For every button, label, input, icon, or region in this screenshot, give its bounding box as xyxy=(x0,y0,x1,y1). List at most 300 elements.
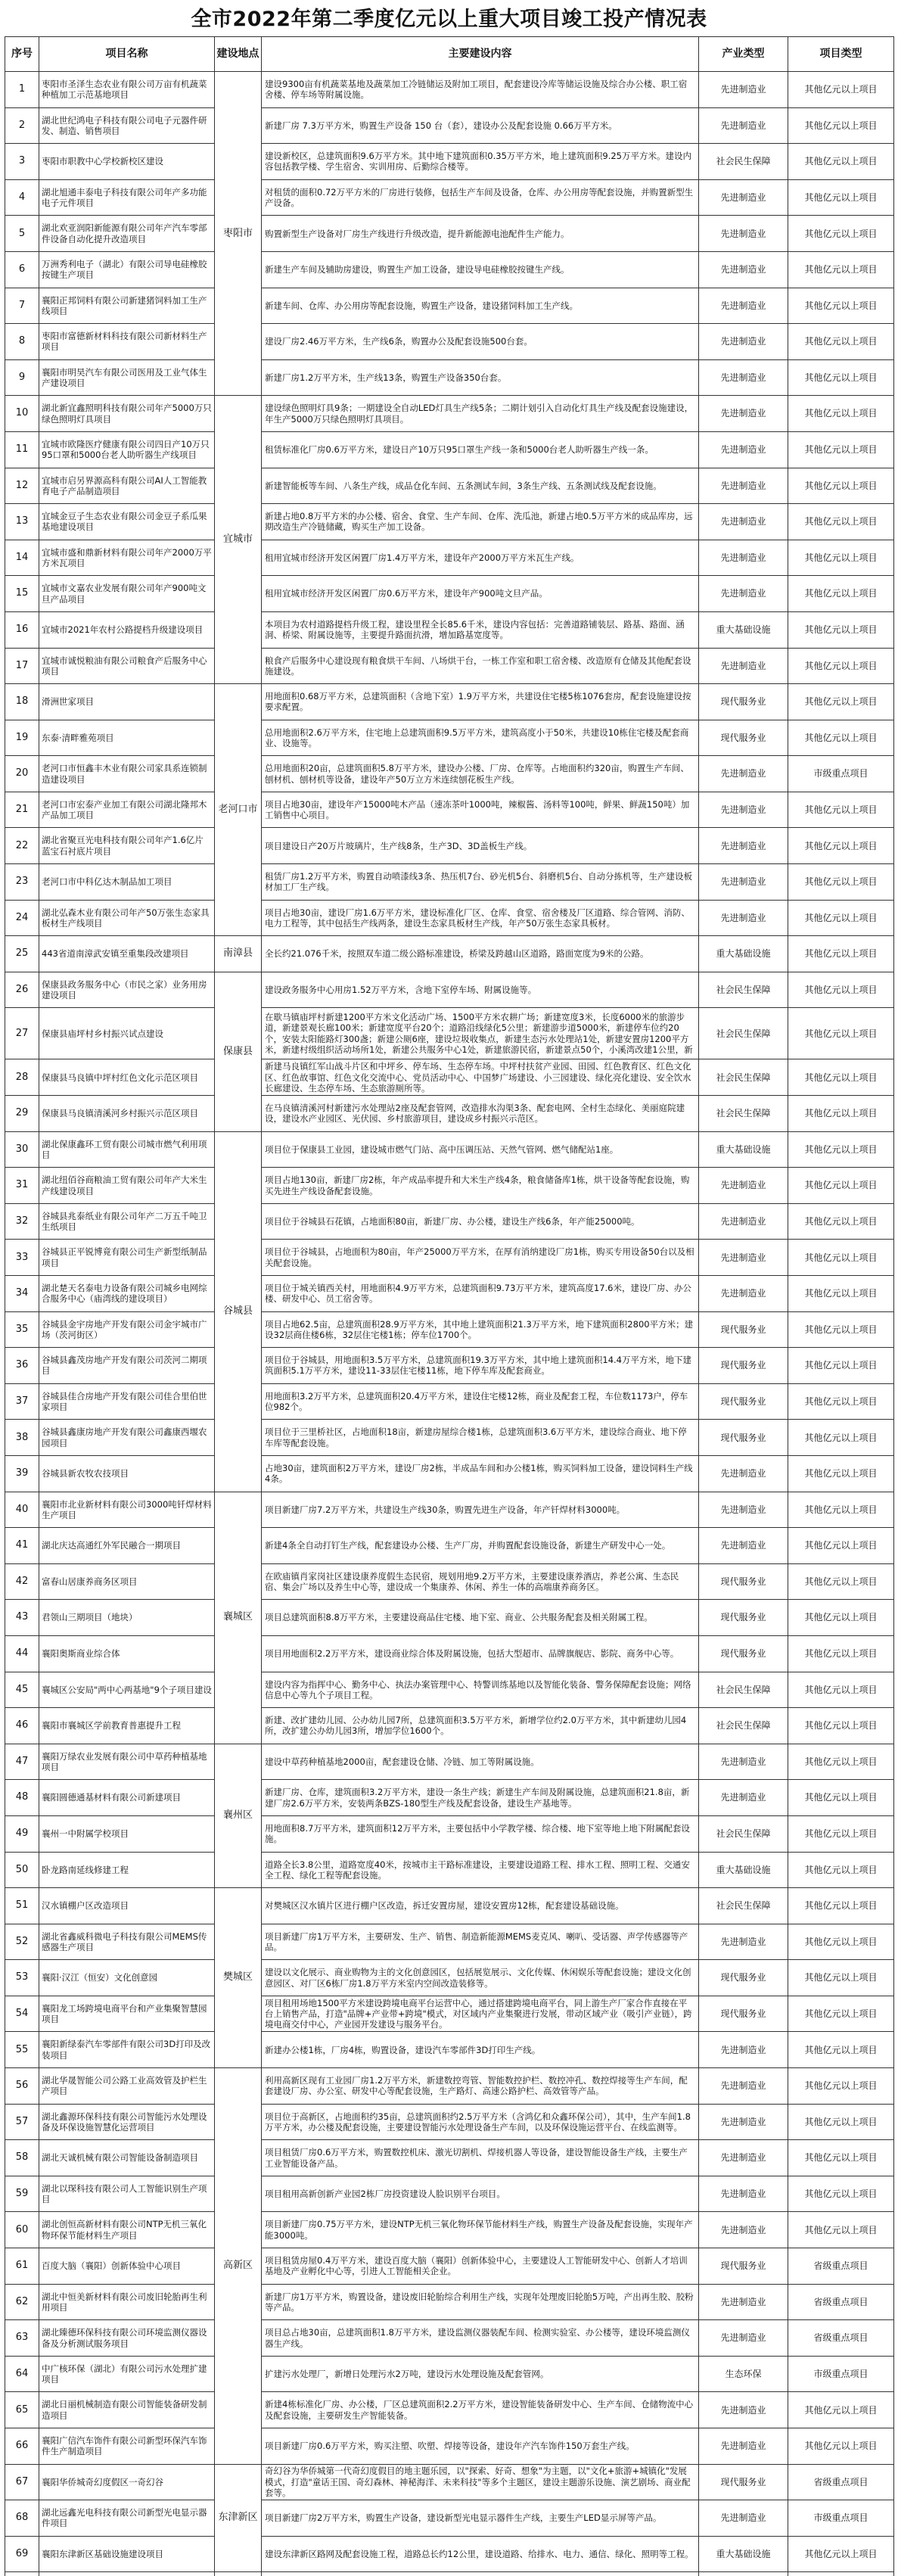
project-name xyxy=(39,2104,215,2140)
table-row xyxy=(5,756,894,792)
project-name xyxy=(39,900,215,936)
main-content-text: 建设政务服务中心用房1.52万平方米，含地下室停车场、附属设施等。 xyxy=(265,984,537,995)
project-name xyxy=(39,1240,215,1276)
project-name-text: 襄城区公安局"两中心两基地"9个子项目建设 xyxy=(42,1684,212,1695)
main-content xyxy=(262,179,699,216)
project-name xyxy=(39,1600,215,1636)
main-content xyxy=(262,1383,699,1420)
project-type: 其他亿元以上项目 xyxy=(788,1348,894,1384)
table-row xyxy=(5,2536,894,2572)
project-name-text: 襄阳华侨城奇幻度假区一奇幻谷 xyxy=(42,2476,163,2487)
industry-type: 社会民生保障 xyxy=(699,1096,788,1132)
build-location: 襄州区 xyxy=(215,1744,262,1887)
project-name xyxy=(39,2212,215,2248)
project-name-text: 东泰·清畔雅苑项目 xyxy=(42,732,114,743)
project-name xyxy=(39,1203,215,1240)
table-row xyxy=(5,1852,894,1888)
table-row xyxy=(5,72,894,108)
main-content-text: 项目新建厂房2万平方米，购置生产设备，建设新型光电显示器件生产线，主要生产LED显示屏等产品。 xyxy=(265,2512,662,2524)
main-content-text: 总用地面积2.6万平方米，住宅地上总建筑面积9.5万平方米，建筑高度小于50米，共建设10栋住宅楼及配套商业、设施等。 xyxy=(265,726,689,748)
project-name-text: 谷城县金宇房地产开发有限公司金宇城市广场（茨河街区） xyxy=(42,1318,207,1340)
project-name-text: 宜城市启另界源高科有限公司AI人工智能教育电子产品制造项目 xyxy=(42,474,207,496)
project-name-text: 襄阳圆德通基材料有限公司新建项目 xyxy=(42,1792,181,1803)
industry-type: 先进制造业 xyxy=(699,288,788,324)
build-location: 高新区 xyxy=(215,2068,262,2465)
project-name-text: 宜城市2021年农村公路提档升级建设项目 xyxy=(42,624,204,636)
industry-type: 现代服务业 xyxy=(699,720,788,756)
project-name xyxy=(39,648,215,684)
main-content xyxy=(262,107,699,144)
project-type: 其他亿元以上项目 xyxy=(788,2032,894,2068)
project-name-text: 湖北旭通丰泰电子科技有限公司年产多功能电子元件项目 xyxy=(42,186,207,209)
project-name-text: 湖北庆达高通红外军民融合一期项目 xyxy=(42,1540,181,1551)
project-name-text: 湖北弘森木业有限公司年产50万张生态家具板材生产线项目 xyxy=(42,907,210,929)
main-content-text: 建设内容为指挥中心、勤务中心、执法办案管理中心、特警训练基地以及智能化装备、警务保障配套设施；网络信息中心等九个子项目工程。 xyxy=(265,1678,691,1700)
project-name-text: 万洲秀利电子（湖北）有限公司导电硅橡胶按键生产项目 xyxy=(42,258,207,281)
project-type: 其他亿元以上项目 xyxy=(788,900,894,936)
main-content xyxy=(262,359,699,396)
main-content xyxy=(262,1744,699,1780)
main-content-text: 项目总占地30亩，总建筑面积1.8万平方米，建设监测仪器装配车间、检测实验室、办公楼等，建设环境监测仪器生产线。 xyxy=(265,2327,690,2349)
row-number: 41 xyxy=(5,1528,39,1564)
table-row xyxy=(5,1455,894,1492)
industry-type: 先进制造业 xyxy=(699,2104,788,2140)
table-row xyxy=(5,1996,894,2032)
table-row xyxy=(5,1240,894,1276)
table-row xyxy=(5,720,894,756)
industry-type: 社会民生保障 xyxy=(699,1708,788,1744)
header-project-type: 项目类型 xyxy=(788,37,894,72)
row-number: 43 xyxy=(5,1600,39,1636)
main-content xyxy=(262,1672,699,1708)
industry-type: 先进制造业 xyxy=(699,359,788,396)
industry-type: 现代服务业 xyxy=(699,1635,788,1672)
table-row xyxy=(5,1131,894,1168)
project-type: 其他亿元以上项目 xyxy=(788,2068,894,2105)
project-name-text: 百度大脑（襄阳）创新体验中心项目 xyxy=(42,2260,181,2272)
project-type: 市级重点项目 xyxy=(788,756,894,792)
row-number: 5 xyxy=(5,216,39,252)
project-name xyxy=(39,1744,215,1780)
industry-type: 先进制造业 xyxy=(699,2500,788,2537)
table-row xyxy=(5,1960,894,1996)
main-content-text: 租赁标准化厂房0.6万平方米，建设日产10万只95口罩生产线一条和5000台老人助听器生产线一条。 xyxy=(265,444,654,456)
build-location: 枣阳市 xyxy=(215,72,262,396)
industry-type: 先进制造业 xyxy=(699,576,788,612)
table-row xyxy=(5,216,894,252)
main-content-text: 用地面积0.68万平方米，总建筑面积（含地下室）1.9万平方米，共建设住宅楼5栋1076套房，配套设施建设按要求配置。 xyxy=(265,691,691,713)
project-name xyxy=(39,1168,215,1204)
industry-type: 先进制造业 xyxy=(699,504,788,540)
main-content xyxy=(262,2176,699,2212)
table-row xyxy=(5,1672,894,1708)
project-name xyxy=(39,1383,215,1420)
main-content-text: 项目租赁厂房0.6万平方米，购置数控机床、激光切割机、焊接机器人等设备，建设智能设备生产线，主要生产工业智能设备产品。 xyxy=(265,2147,688,2169)
project-name-text: 襄阳龙工场跨境电商平台和产业集聚智慧园项目 xyxy=(42,2002,207,2025)
project-type: 其他亿元以上项目 xyxy=(788,684,894,720)
project-name xyxy=(39,2032,215,2068)
table-row xyxy=(5,2032,894,2068)
table-row xyxy=(5,107,894,144)
industry-type: 先进制造业 xyxy=(699,2140,788,2176)
table-row xyxy=(5,1600,894,1636)
industry-type: 先进制造业 xyxy=(699,107,788,144)
row-number: 66 xyxy=(5,2428,39,2465)
table-row xyxy=(5,1383,894,1420)
header-no: 序号 xyxy=(5,37,39,72)
main-content xyxy=(262,468,699,504)
project-name-text: 湖北保康鑫环工贸有限公司城市燃气利用项目 xyxy=(42,1138,207,1160)
project-type: 其他亿元以上项目 xyxy=(788,792,894,828)
main-content xyxy=(262,251,699,288)
industry-type: 先进制造业 xyxy=(699,324,788,360)
table-row xyxy=(5,396,894,432)
main-content xyxy=(262,864,699,901)
project-name-text: 滑洲世家项目 xyxy=(42,696,94,708)
projects-table xyxy=(5,36,894,2576)
main-content xyxy=(262,828,699,864)
project-name xyxy=(39,1852,215,1888)
project-name-text: 枣阳市职教中心学校新校区建设 xyxy=(42,156,163,167)
project-type: 其他亿元以上项目 xyxy=(788,972,894,1008)
industry-type: 现代服务业 xyxy=(699,1383,788,1420)
table-row xyxy=(5,1635,894,1672)
project-name xyxy=(39,2140,215,2176)
main-content xyxy=(262,1635,699,1672)
main-content-text: 对租赁的面积0.72万平方米的厂房进行装修，包括生产车间及设备，仓库、办公用房等配套设施，并购置新型生产设备。 xyxy=(265,186,694,209)
row-number: 24 xyxy=(5,900,39,936)
table-row xyxy=(5,504,894,540)
project-type: 其他亿元以上项目 xyxy=(788,1203,894,1240)
main-content-text: 用地面积8.7万平方米，建筑面积12万平方米，主要包括中小学教学楼、综合楼、地下室等地上地下附属配套设施。 xyxy=(265,1822,690,1845)
main-content-text: 利用高新区现有工业园厂房1.2万平方米，新建数控弯管、智能数控护栏、数控冲孔、数控焊接等生产车间，配套建设厂房、办公室、研发中心等配套设施，生产路灯、高速公路护栏、高效管等产品。 xyxy=(265,2075,688,2097)
main-content-text: 粮食产后服务中心建设现有粮食烘干车间、八场烘干台，一栋工作室和职工宿舍楼、改造原有仓储及其他配套设施建设。 xyxy=(265,655,691,677)
table-row xyxy=(5,468,894,504)
main-content-text: 建设新校区，总建筑面积9.6万平方米。其中地下建筑面积0.35万平方米，地上建筑面积9.25万平方米。建设内容包括教学楼、学生宿舍、实训用房、后勤综合楼等。 xyxy=(265,151,691,173)
project-type: 其他亿元以上项目 xyxy=(788,648,894,684)
row-number: 54 xyxy=(5,1996,39,2032)
main-content xyxy=(262,2356,699,2392)
row-number: 2 xyxy=(5,107,39,144)
row-number: 10 xyxy=(5,396,39,432)
main-content-text: 新建马良镇红军山战斗片区和中坪乡、停车场、生态停车场。中坪村扶贫产业园、田园、红色教育区、红色文化区、红色故事馆、红色文化交流中心、党员活动中心、中国梦广场建设、小三园建设、绿化亮化建设、安全饮水长廊建设、生态停车场、生态旅游厕所等。 xyxy=(265,1061,691,1094)
project-type: 其他亿元以上项目 xyxy=(788,1528,894,1564)
row-number: 22 xyxy=(5,828,39,864)
table-row xyxy=(5,2500,894,2537)
row-number: 30 xyxy=(5,1131,39,1168)
project-type: 其他亿元以上项目 xyxy=(788,1383,894,1420)
project-name-text: 湖北天诚机械有限公司智能设备制造项目 xyxy=(42,2152,198,2164)
row-number: 47 xyxy=(5,1744,39,1780)
main-content xyxy=(262,972,699,1008)
main-content-text: 租用宜城市经济开发区闲置厂房1.4万平方米，建设年产2000万平方米瓦生产线。 xyxy=(265,552,580,563)
project-name xyxy=(39,720,215,756)
project-type: 其他亿元以上项目 xyxy=(788,1960,894,1996)
main-content xyxy=(262,1780,699,1816)
project-type: 其他亿元以上项目 xyxy=(788,1635,894,1672)
industry-type: 先进制造业 xyxy=(699,792,788,828)
table-row xyxy=(5,359,894,396)
project-name xyxy=(39,1059,215,1096)
main-content xyxy=(262,504,699,540)
project-type: 其他亿元以上项目 xyxy=(788,936,894,972)
table-row xyxy=(5,179,894,216)
main-content xyxy=(262,2248,699,2285)
industry-type: 重大基础设施 xyxy=(699,2536,788,2572)
main-content-text: 新建厂房1万平方米，购置设备，建设废旧轮胎综合利用生产线，实现年处理废旧轮胎5万吨，产出再生胶、胶粉等产品。 xyxy=(265,2291,694,2313)
main-content-text: 新建厂房、仓库，建筑面积3.2万平方米，建设一条生产线；新建生产车间及附属设施，总建筑面积21.8亩，新建厂房2.6万平方米，安装两条BZS-180型生产线及配套设备，建设生产基地等。 xyxy=(265,1787,690,1809)
project-name-text: 保康县庙坪村乡村振兴试点建设 xyxy=(42,1028,163,1039)
project-name-text: 湖北楚天名泰电力设备有限公司城乡电网综合服务中心（庙湾线的建设项目） xyxy=(42,1283,207,1305)
build-location: 樊城区 xyxy=(215,1888,262,2068)
row-number: 17 xyxy=(5,648,39,684)
table-row xyxy=(5,1168,894,1204)
industry-type: 社会民生保障 xyxy=(699,1888,788,1924)
industry-type: 先进制造业 xyxy=(699,900,788,936)
main-content xyxy=(262,1708,699,1744)
project-name-text: 枣阳市圣泽生态农业有限公司万亩有机蔬菜种植加工示范基地项目 xyxy=(42,79,207,101)
project-name xyxy=(39,1096,215,1132)
project-name-text: 湖北省鑫威科微电子科技有限公司MEMS传感器生产项目 xyxy=(42,1930,207,1952)
row-number: 7 xyxy=(5,288,39,324)
project-name xyxy=(39,864,215,901)
project-name xyxy=(39,324,215,360)
main-content xyxy=(262,2284,699,2320)
project-name xyxy=(39,1815,215,1852)
main-content-text: 建设厂房2.46万平方米，生产线6条，购置办公及配套设施500台套。 xyxy=(265,336,533,347)
project-name-text: 老河口市中科亿达木制品加工项目 xyxy=(42,876,172,888)
table-row xyxy=(5,900,894,936)
main-content-text: 租赁厂房1.2万平方米，购置自动喷漆线3条、热压机7台、砂光机5台、斜磨机5台、自动分拣机等，生产建设板材加工厂生产线。 xyxy=(265,871,693,893)
project-name-text: 湖北中恒美新材料有限公司废旧轮胎再生利用项目 xyxy=(42,2291,207,2313)
row-number xyxy=(5,2572,39,2576)
industry-type: 先进制造业 xyxy=(699,1492,788,1528)
industry-type: 先进制造业 xyxy=(699,2032,788,2068)
table-row xyxy=(5,1311,894,1348)
row-number: 28 xyxy=(5,1059,39,1096)
project-name-text: 谷城县佳合房地产开发有限公司佳合里伯世家项目 xyxy=(42,1390,207,1413)
table-row xyxy=(5,2212,894,2248)
main-content-text: 项目租用高新创新产业园2栋厂房投资建设人脸识别平台项目。 xyxy=(265,2188,505,2199)
industry-type xyxy=(699,2572,788,2576)
row-number: 6 xyxy=(5,251,39,288)
table-row xyxy=(5,972,894,1008)
industry-type: 先进制造业 xyxy=(699,2320,788,2357)
project-type: 其他亿元以上项目 xyxy=(788,2428,894,2465)
project-name xyxy=(39,2464,215,2500)
table-row xyxy=(5,828,894,864)
row-number: 34 xyxy=(5,1276,39,1312)
row-number: 58 xyxy=(5,2140,39,2176)
project-name-text: 襄阳新绿泰汽车零部件有限公司3D打印及改装项目 xyxy=(42,2039,211,2061)
main-content-text: 新建生产车间及辅助房建设，购置生产加工设备，建设导电硅橡胶按键生产线。 xyxy=(265,264,570,275)
industry-type: 先进制造业 xyxy=(699,72,788,108)
table-row xyxy=(5,611,894,648)
industry-type: 社会民生保障 xyxy=(699,1672,788,1708)
project-type: 其他亿元以上项目 xyxy=(788,324,894,360)
main-content-text: 新建厂房1.2万平方米，生产线13条，购置生产设备350台套。 xyxy=(265,372,507,383)
industry-type: 先进制造业 xyxy=(699,2284,788,2320)
project-name-text: 谷城县新农牧农技项目 xyxy=(42,1468,129,1479)
build-location: 保康县 xyxy=(215,972,262,1131)
project-type: 其他亿元以上项目 xyxy=(788,144,894,180)
main-content xyxy=(262,900,699,936)
industry-type: 生态环保 xyxy=(699,2356,788,2392)
project-name-text: 襄阳市襄城区学前教育普惠提升工程 xyxy=(42,1720,181,1731)
project-type: 其他亿元以上项目 xyxy=(788,359,894,396)
project-name-text: 湖北远鑫光电科技有限公司新型光电显示器件项目 xyxy=(42,2507,207,2529)
industry-type: 社会民生保障 xyxy=(699,1008,788,1059)
main-content xyxy=(262,1008,699,1059)
header-content: 主要建设内容 xyxy=(262,37,699,72)
project-name-text: 襄阳·汉江（恒安）文化创意园 xyxy=(42,1972,158,1983)
row-number: 37 xyxy=(5,1383,39,1420)
main-content xyxy=(262,1420,699,1456)
table-row xyxy=(5,576,894,612)
project-name-text: 襄阳奥斯商业综合体 xyxy=(42,1648,120,1660)
row-number: 40 xyxy=(5,1492,39,1528)
project-type: 其他亿元以上项目 xyxy=(788,179,894,216)
industry-type: 现代服务业 xyxy=(699,1996,788,2032)
project-type: 其他亿元以上项目 xyxy=(788,72,894,108)
industry-type: 先进制造业 xyxy=(699,1168,788,1204)
row-number: 68 xyxy=(5,2500,39,2537)
row-number: 33 xyxy=(5,1240,39,1276)
project-name xyxy=(39,1492,215,1528)
table-row xyxy=(5,1744,894,1780)
project-type: 其他亿元以上项目 xyxy=(788,1059,894,1096)
industry-type: 先进制造业 xyxy=(699,756,788,792)
main-content-text: 本项目为农村道路提档升级工程，建设里程全长85.6千米，建设内容包括：完善道路铺装层、路基、路面、涵洞、桥梁、附属设施等，主要提升路面抗滑，增加路基宽度等。 xyxy=(265,618,685,641)
industry-type: 重大基础设施 xyxy=(699,1131,788,1168)
project-type: 市级重点项目 xyxy=(788,2356,894,2392)
main-content xyxy=(262,720,699,756)
row-number: 59 xyxy=(5,2176,39,2212)
project-name xyxy=(39,1635,215,1672)
main-content xyxy=(262,2068,699,2105)
project-name-text: 老河口市恒鑫丰木业有限公司家具系连锁制造建设项目 xyxy=(42,763,207,785)
project-name xyxy=(39,2356,215,2392)
build-location: 宜城市 xyxy=(215,396,262,684)
main-content-text: 项目位于谷城县，用地面积3.5万平方米，总建筑面积19.3万平方米，其中地上建筑面积14.4万平方米，地下建筑面积5.1万平方米，建设11-33层住宅楼11栋，地下停车库及配套商业。 xyxy=(265,1355,691,1377)
project-type: 其他亿元以上项目 xyxy=(788,864,894,901)
main-content-text: 新建4条全自动打钉生产线，配套建设办公楼、生产厂房，并购置配套设施设备，新建生产研发中心一处。 xyxy=(265,1540,671,1551)
main-content-text: 项目新建厂房1万平方米，主要研发、生产、销售、制造新能源MEMS麦克风、喇叭、受话器、声学传感器等产品。 xyxy=(265,1930,688,1952)
main-content-text: 道路全长3.8公里，道路宽度40米，按城市主干路标准建设，主要建设道路工程、排水工程、照明工程、交通安全工程、绿化工程等配套设施。 xyxy=(265,1859,690,1881)
project-name-text: 卧龙路南延线修建工程 xyxy=(42,1864,129,1875)
industry-type: 先进制造业 xyxy=(699,431,788,468)
project-name xyxy=(39,1455,215,1492)
project-name xyxy=(39,540,215,576)
row-number: 60 xyxy=(5,2212,39,2248)
industry-type: 先进制造业 xyxy=(699,2392,788,2428)
project-type: 其他亿元以上项目 xyxy=(788,540,894,576)
main-content-text: 项目位于三里桥社区，占地面积18亩，新建房屋综合楼1栋，总建筑面积3.6万平方米，建设综合商业、地下停车库等配套设施。 xyxy=(265,1426,687,1448)
main-content-text: 项目位于谷城县，占地面积为80亩，年产25000万平方米，在厚有消纳建设厂房1栋，购买专用设备50台以及相关配套设施。 xyxy=(265,1246,694,1268)
project-type: 其他亿元以上项目 xyxy=(788,1708,894,1744)
table-row xyxy=(5,1888,894,1924)
project-type: 其他亿元以上项目 xyxy=(788,288,894,324)
table-row xyxy=(5,2104,894,2140)
main-content-text: 建设绿色照明灯具9条；一期建设全自动LED灯具生产线5条；二期计划引入自动化灯具生产线及配套设施建设，年生产5000万只绿色照明灯具项目。 xyxy=(265,403,694,425)
table-row xyxy=(5,2320,894,2357)
industry-type: 先进制造业 xyxy=(699,1924,788,1960)
table-row xyxy=(5,684,894,720)
industry-type: 现代服务业 xyxy=(699,684,788,720)
project-type: 其他亿元以上项目 xyxy=(788,611,894,648)
main-content-text: 新建车间、仓库、办公用房等配套设施，购置生产设备，建设猪饲料加工生产线。 xyxy=(265,300,578,311)
row-number: 53 xyxy=(5,1960,39,1996)
main-content xyxy=(262,756,699,792)
project-name xyxy=(39,1888,215,1924)
table-row xyxy=(5,2464,894,2500)
project-name xyxy=(39,1311,215,1348)
build-location: 南漳县 xyxy=(215,936,262,972)
project-name-text: 宜城金豆子生态农业有限公司金豆子系瓜果基地建设项目 xyxy=(42,511,207,533)
row-number: 50 xyxy=(5,1852,39,1888)
project-type: 其他亿元以上项目 xyxy=(788,1780,894,1816)
project-name xyxy=(39,792,215,828)
row-number: 19 xyxy=(5,720,39,756)
project-name-text: 谷城县鑫茂房地产开发有限公司茨河二期项目 xyxy=(42,1355,207,1377)
project-name xyxy=(39,1348,215,1384)
project-name xyxy=(39,288,215,324)
row-number: 29 xyxy=(5,1096,39,1132)
project-name-text: 谷城县兆泰纸业有限公司年产二万五千吨卫生纸项目 xyxy=(42,1210,207,1233)
industry-type: 先进制造业 xyxy=(699,1780,788,1816)
project-name-text: 湖北日丽机械制造有限公司智能装备研发制造项目 xyxy=(42,2399,207,2421)
project-name-text: 宜城市盛和鼎新材料有限公司年产2000万平方米瓦项目 xyxy=(42,546,212,569)
table-row xyxy=(5,2392,894,2428)
row-number: 8 xyxy=(5,324,39,360)
industry-type: 社会民生保障 xyxy=(699,1815,788,1852)
project-type xyxy=(788,2572,894,2576)
main-content xyxy=(262,1311,699,1348)
row-number: 16 xyxy=(5,611,39,648)
main-content-text: 租用宜城市经济开发区闲置厂房0.6万平方米，建设年产900吨文旦产品。 xyxy=(265,588,548,599)
industry-type: 先进制造业 xyxy=(699,1455,788,1492)
row-number: 57 xyxy=(5,2104,39,2140)
project-name xyxy=(39,2392,215,2428)
main-content-text: 项目位于高新区，占地面积约35亩，总建筑面积约2.5万平方米（含鸿亿和众鑫环保公司），其中，生产车间1.8万平方米，办公楼及配套设施，主要建设智能污水处理设备生产车间，以及环保设施运营平台、在线监测等。 xyxy=(265,2111,691,2133)
table-row xyxy=(5,2356,894,2392)
table-row xyxy=(5,324,894,360)
row-number: 48 xyxy=(5,1780,39,1816)
project-type: 其他亿元以上项目 xyxy=(788,396,894,432)
main-content-text: 新建、改扩建幼儿园、公办幼儿园7所，总建筑面积3.5万平方米，新增学位约2.0万平方米，其中新建幼儿园4所，改扩建公办幼儿园3所，增加学位1600个。 xyxy=(265,1715,687,1737)
industry-type: 现代服务业 xyxy=(699,1420,788,1456)
table-body xyxy=(5,72,894,2576)
main-content xyxy=(262,1852,699,1888)
project-name-text: 宜城市诚悦粮油有限公司粮食产后服务中心项目 xyxy=(42,655,207,677)
industry-type: 先进制造业 xyxy=(699,1240,788,1276)
main-content-text: 项目用地面积2.2万平方米，建设商业综合体及附属设施，包括大型超市、品牌旗舰店、影院、商务中心等。 xyxy=(265,1648,679,1660)
project-type: 其他亿元以上项目 xyxy=(788,1008,894,1059)
project-type: 其他亿元以上项目 xyxy=(788,576,894,612)
main-content xyxy=(262,2140,699,2176)
project-name xyxy=(39,216,215,252)
project-name-text: 保康县马良镇中坪村红色文化示范区项目 xyxy=(42,1072,198,1083)
project-type: 其他亿元以上项目 xyxy=(788,2392,894,2428)
main-content xyxy=(262,611,699,648)
main-content-text: 新建占地0.8万平方米的办公楼、宿舍、食堂、生产车间、仓库、洗瓜池，新建占地0.5万平方米的成品库房，远期改造生产冷链储藏，购买生产加工设备。 xyxy=(265,511,693,533)
project-name xyxy=(39,1420,215,1456)
table-row xyxy=(5,1096,894,1132)
main-content-text: 项目占地130亩，新建厂房2栋，年产成品率提升和大米生产线4条，粮食储备库1栋，烘干设备等配套设施，购买先进生产线设备配套设施。 xyxy=(265,1174,690,1196)
project-type: 其他亿元以上项目 xyxy=(788,1131,894,1168)
main-content xyxy=(262,2536,699,2572)
project-name xyxy=(39,1960,215,1996)
